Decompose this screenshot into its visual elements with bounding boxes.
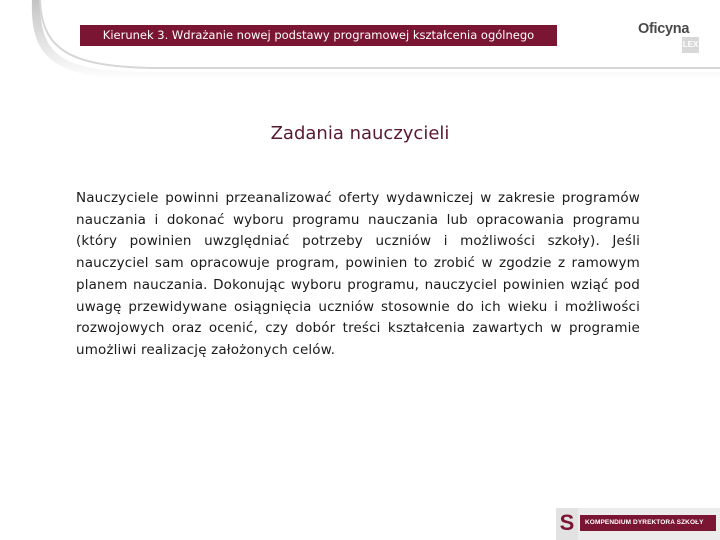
footer-brand — [556, 508, 720, 540]
footer-s-badge — [556, 508, 578, 540]
footer-label: KOMPENDIUM DYREKTORA SZKOŁY — [580, 515, 716, 531]
s-logo-icon: S — [559, 510, 575, 535]
logo-word: Oficyna — [638, 21, 690, 37]
header-title-bar: Kierunek 3. Wdrażanie nowej podstawy programowej kształcenia ogólnego — [80, 25, 557, 46]
logo-sub: LEX — [682, 37, 699, 53]
slide-title: Zadania nauczycieli — [270, 123, 450, 144]
slide-body-text: Nauczyciele powinni przeanalizować oferty wydawniczej w zakresie programów nauczania i dokonać wyboru programu nauczania lub opracowania programu (który powinien uwzględniać potrzeby uczniów i możliwości szkoły). Jeśli nauczyciel sam opracowuje program, powinien to zrobić w zgodzie z ramowym planem nauczania. Dokonując wyboru programu, nauczyciel powinien wziąć pod uwagę przewidywane osiągnięcia uczniów stosownie do ich wieku i możliwości rozwojowych oraz ocenić, czy dobór treści kształcenia zawartych w programie umożliwi realizację założonych celów. — [76, 190, 640, 358]
oficyna-lex-logo — [630, 18, 708, 58]
